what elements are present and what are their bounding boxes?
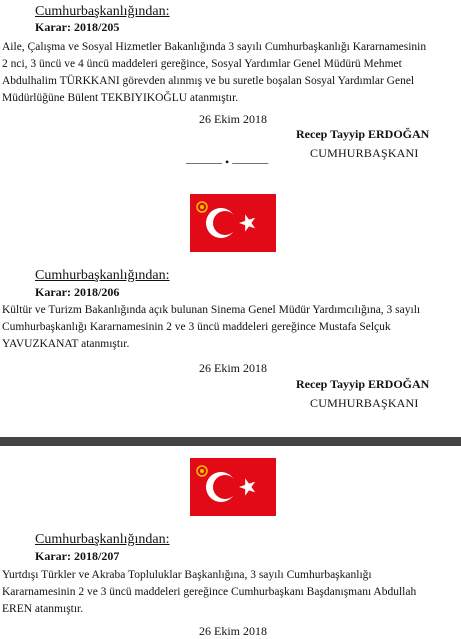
decree-206-number: Karar: 2018/206	[35, 285, 120, 299]
decree-205-line: Müdürlüğüne Bülent TEKBIYIKOĞLU atanmıştır.	[2, 92, 239, 104]
decree-205-body	[2, 39, 460, 107]
turkish-flag-icon	[190, 458, 276, 516]
decree-205-signer: Recep Tayyip ERDOĞAN	[296, 127, 430, 141]
page-break	[0, 437, 461, 446]
decree-205-line: Abdulhalim TÜRKKANI görevden alınmış ve bu suretle boşalan Sosyal Yardımlar Genel	[2, 75, 415, 87]
decree-206-date: 26 Ekim 2018	[199, 361, 267, 375]
decree-207-line: Yurtdışı Türkler ve Akraba Topluluklar Başkanlığına, 3 sayılı Cumhurbaşkanlığı	[2, 569, 372, 581]
decree-207-body	[2, 567, 460, 618]
decree-205-date: 26 Ekim 2018	[199, 112, 267, 126]
decree-207-line: EREN atanmıştır.	[2, 603, 84, 615]
decree-206-body	[2, 302, 460, 353]
decree-206-heading: Cumhurbaşkanlığından:	[35, 268, 170, 283]
decree-207-line: Kararnamesinin 2 ve 3 üncü maddeleri gereğince Cumhurbaşkanı Başdanışmanı Abdullah	[2, 586, 417, 598]
section-separator: ——— • ———	[186, 155, 269, 169]
decree-207-heading: Cumhurbaşkanlığından:	[35, 532, 170, 547]
decree-207-number: Karar: 2018/207	[35, 549, 120, 563]
decree-205-line: Aile, Çalışma ve Sosyal Hizmetler Bakanlığında 3 sayılı Cumhurbaşkanlığı Kararnamesinin	[2, 41, 427, 53]
decree-205-title: CUMHURBAŞKANI	[310, 146, 419, 160]
decree-206-signer: Recep Tayyip ERDOĞAN	[296, 377, 430, 391]
decree-206-title: CUMHURBAŞKANI	[310, 396, 419, 410]
decree-206-line: YAVUZKANAT atanmıştır.	[2, 338, 130, 350]
decree-205-line: 2 nci, 3 üncü ve 4 üncü maddeleri gereğince, Sosyal Yardımlar Genel Müdürü Mehmet	[2, 58, 402, 70]
decree-205-number: Karar: 2018/205	[35, 20, 120, 34]
decree-207-date: 26 Ekim 2018	[199, 624, 267, 638]
turkish-flag-icon	[190, 194, 276, 252]
decree-205-heading: Cumhurbaşkanlığından:	[35, 4, 170, 19]
decree-206-line: Cumhurbaşkanlığı Kararnamesinin 2 ve 3 üncü maddeleri gereğince Mustafa Selçuk	[2, 321, 391, 333]
decree-206-line: Kültür ve Turizm Bakanlığında açık bulunan Sinema Genel Müdür Yardımcılığına, 3 sayılı	[2, 304, 421, 316]
